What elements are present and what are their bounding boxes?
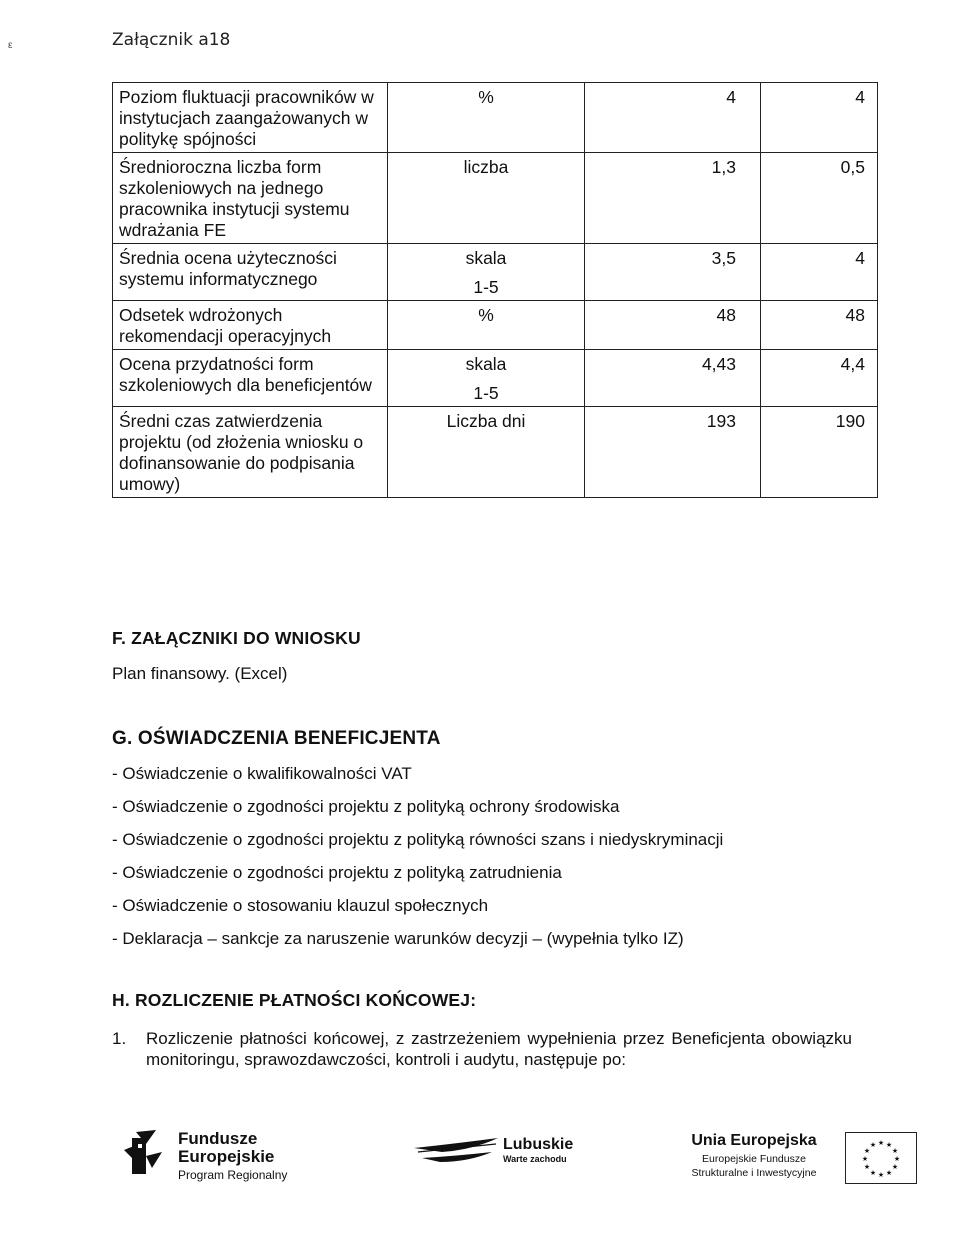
indicator-name: Średni czas zatwierdzenia projektu (od złożenia wniosku o dofinansowanie do podpisania umowy) bbox=[113, 407, 388, 498]
indicator-unit: skala 1-5 bbox=[388, 350, 585, 407]
lubuskie-logo-text: Lubuskie Warte zachodu bbox=[503, 1136, 574, 1164]
table-row bbox=[113, 301, 878, 350]
indicator-value-2: 190 bbox=[761, 407, 878, 498]
indicators-table bbox=[112, 82, 878, 498]
indicator-unit: skala 1-5 bbox=[388, 244, 585, 301]
statement-item: - Deklaracja – sankcje za naruszenie warunków decyzji – (wypełnia tylko IZ) bbox=[112, 929, 684, 948]
indicator-unit: % bbox=[388, 301, 585, 350]
section-h-title: H. ROZLICZENIE PŁATNOŚCI KOŃCOWEJ: bbox=[112, 990, 477, 1010]
statement-item: - Oświadczenie o zgodności projektu z polityką ochrony środowiska bbox=[112, 797, 620, 816]
lubuskie-logo-icon bbox=[412, 1134, 500, 1175]
indicator-unit-range: 1-5 bbox=[473, 277, 499, 297]
eu-logo-text: Unia Europejska Europejskie Fundusze Strukturalne i Inwestycyjne bbox=[691, 1132, 817, 1179]
section-g-title: G. OŚWIADCZENIA BENEFICJENTA bbox=[112, 728, 441, 749]
statement-item: - Oświadczenie o zgodności projektu z polityką zatrudnienia bbox=[112, 863, 562, 882]
indicator-name: Poziom fluktuacji pracowników w instytucjach zaangażowanych w politykę spójności bbox=[113, 83, 388, 153]
svg-text:★: ★ bbox=[891, 1163, 899, 1171]
indicator-value-1: 193 bbox=[585, 407, 761, 498]
indicator-value-1: 3,5 bbox=[585, 244, 761, 301]
table-row bbox=[113, 350, 878, 407]
margin-mark: ε bbox=[8, 40, 13, 51]
section-f-text: Plan finansowy. (Excel) bbox=[112, 664, 288, 683]
indicator-value-1: 4,43 bbox=[585, 350, 761, 407]
funds-logo-icon bbox=[122, 1130, 166, 1185]
table-row bbox=[113, 407, 878, 498]
settlement-item bbox=[112, 1028, 852, 1070]
indicator-name: Ocena przydatności form szkoleniowych dla beneficjentów bbox=[113, 350, 388, 407]
settlement-item-number: 1. bbox=[112, 1029, 127, 1048]
svg-text:★: ★ bbox=[885, 1141, 893, 1149]
table-row bbox=[113, 153, 878, 244]
svg-text:★: ★ bbox=[863, 1163, 871, 1171]
indicator-name: Odsetek wdrożonych rekomendacji operacyjnych bbox=[113, 301, 388, 350]
settlement-item-text: Rozliczenie płatności końcowej, z zastrzeżeniem wypełnienia przez Beneficjenta obowiązku monitoringu, sprawozdawczości, kontroli i audytu, następuje po: bbox=[146, 1029, 852, 1069]
indicator-value-2: 4 bbox=[761, 244, 878, 301]
indicator-name: Średnia ocena użyteczności systemu informatycznego bbox=[113, 244, 388, 301]
svg-text:★: ★ bbox=[893, 1155, 901, 1163]
svg-text:★: ★ bbox=[885, 1169, 893, 1177]
svg-text:★: ★ bbox=[861, 1155, 869, 1163]
funds-logo-text: Fundusze Europejskie Program Regionalny bbox=[178, 1129, 288, 1182]
indicator-value-2: 4,4 bbox=[761, 350, 878, 407]
footer-logos bbox=[0, 1120, 960, 1200]
table-row bbox=[113, 244, 878, 301]
statement-item: - Oświadczenie o zgodności projektu z polityką równości szans i niedyskryminacji bbox=[112, 830, 724, 849]
indicator-value-2: 48 bbox=[761, 301, 878, 350]
indicator-value-2: 4 bbox=[761, 83, 878, 153]
indicator-unit: Liczba dni bbox=[388, 407, 585, 498]
table-row bbox=[113, 83, 878, 153]
svg-text:★: ★ bbox=[869, 1141, 877, 1149]
indicator-value-1: 48 bbox=[585, 301, 761, 350]
eu-flag-icon bbox=[845, 1132, 917, 1184]
svg-text:★: ★ bbox=[877, 1139, 885, 1147]
indicator-unit: liczba bbox=[388, 153, 585, 244]
indicator-name: Średnioroczna liczba form szkoleniowych na jednego pracownika instytucji systemu wdrażania FE bbox=[113, 153, 388, 244]
svg-text:★: ★ bbox=[863, 1147, 871, 1155]
page-header: Załącznik a18 bbox=[112, 30, 231, 50]
svg-text:★: ★ bbox=[891, 1147, 899, 1155]
svg-text:★: ★ bbox=[877, 1171, 885, 1179]
statement-item: - Oświadczenie o kwalifikowalności VAT bbox=[112, 764, 412, 783]
indicator-unit-range: 1-5 bbox=[473, 383, 499, 403]
indicator-value-1: 4 bbox=[585, 83, 761, 153]
section-f-title: F. ZAŁĄCZNIKI DO WNIOSKU bbox=[112, 628, 361, 648]
indicator-value-2: 0,5 bbox=[761, 153, 878, 244]
indicator-value-1: 1,3 bbox=[585, 153, 761, 244]
indicator-unit: % bbox=[388, 83, 585, 153]
statement-item: - Oświadczenie o stosowaniu klauzul społecznych bbox=[112, 896, 489, 915]
svg-text:★: ★ bbox=[869, 1169, 877, 1177]
